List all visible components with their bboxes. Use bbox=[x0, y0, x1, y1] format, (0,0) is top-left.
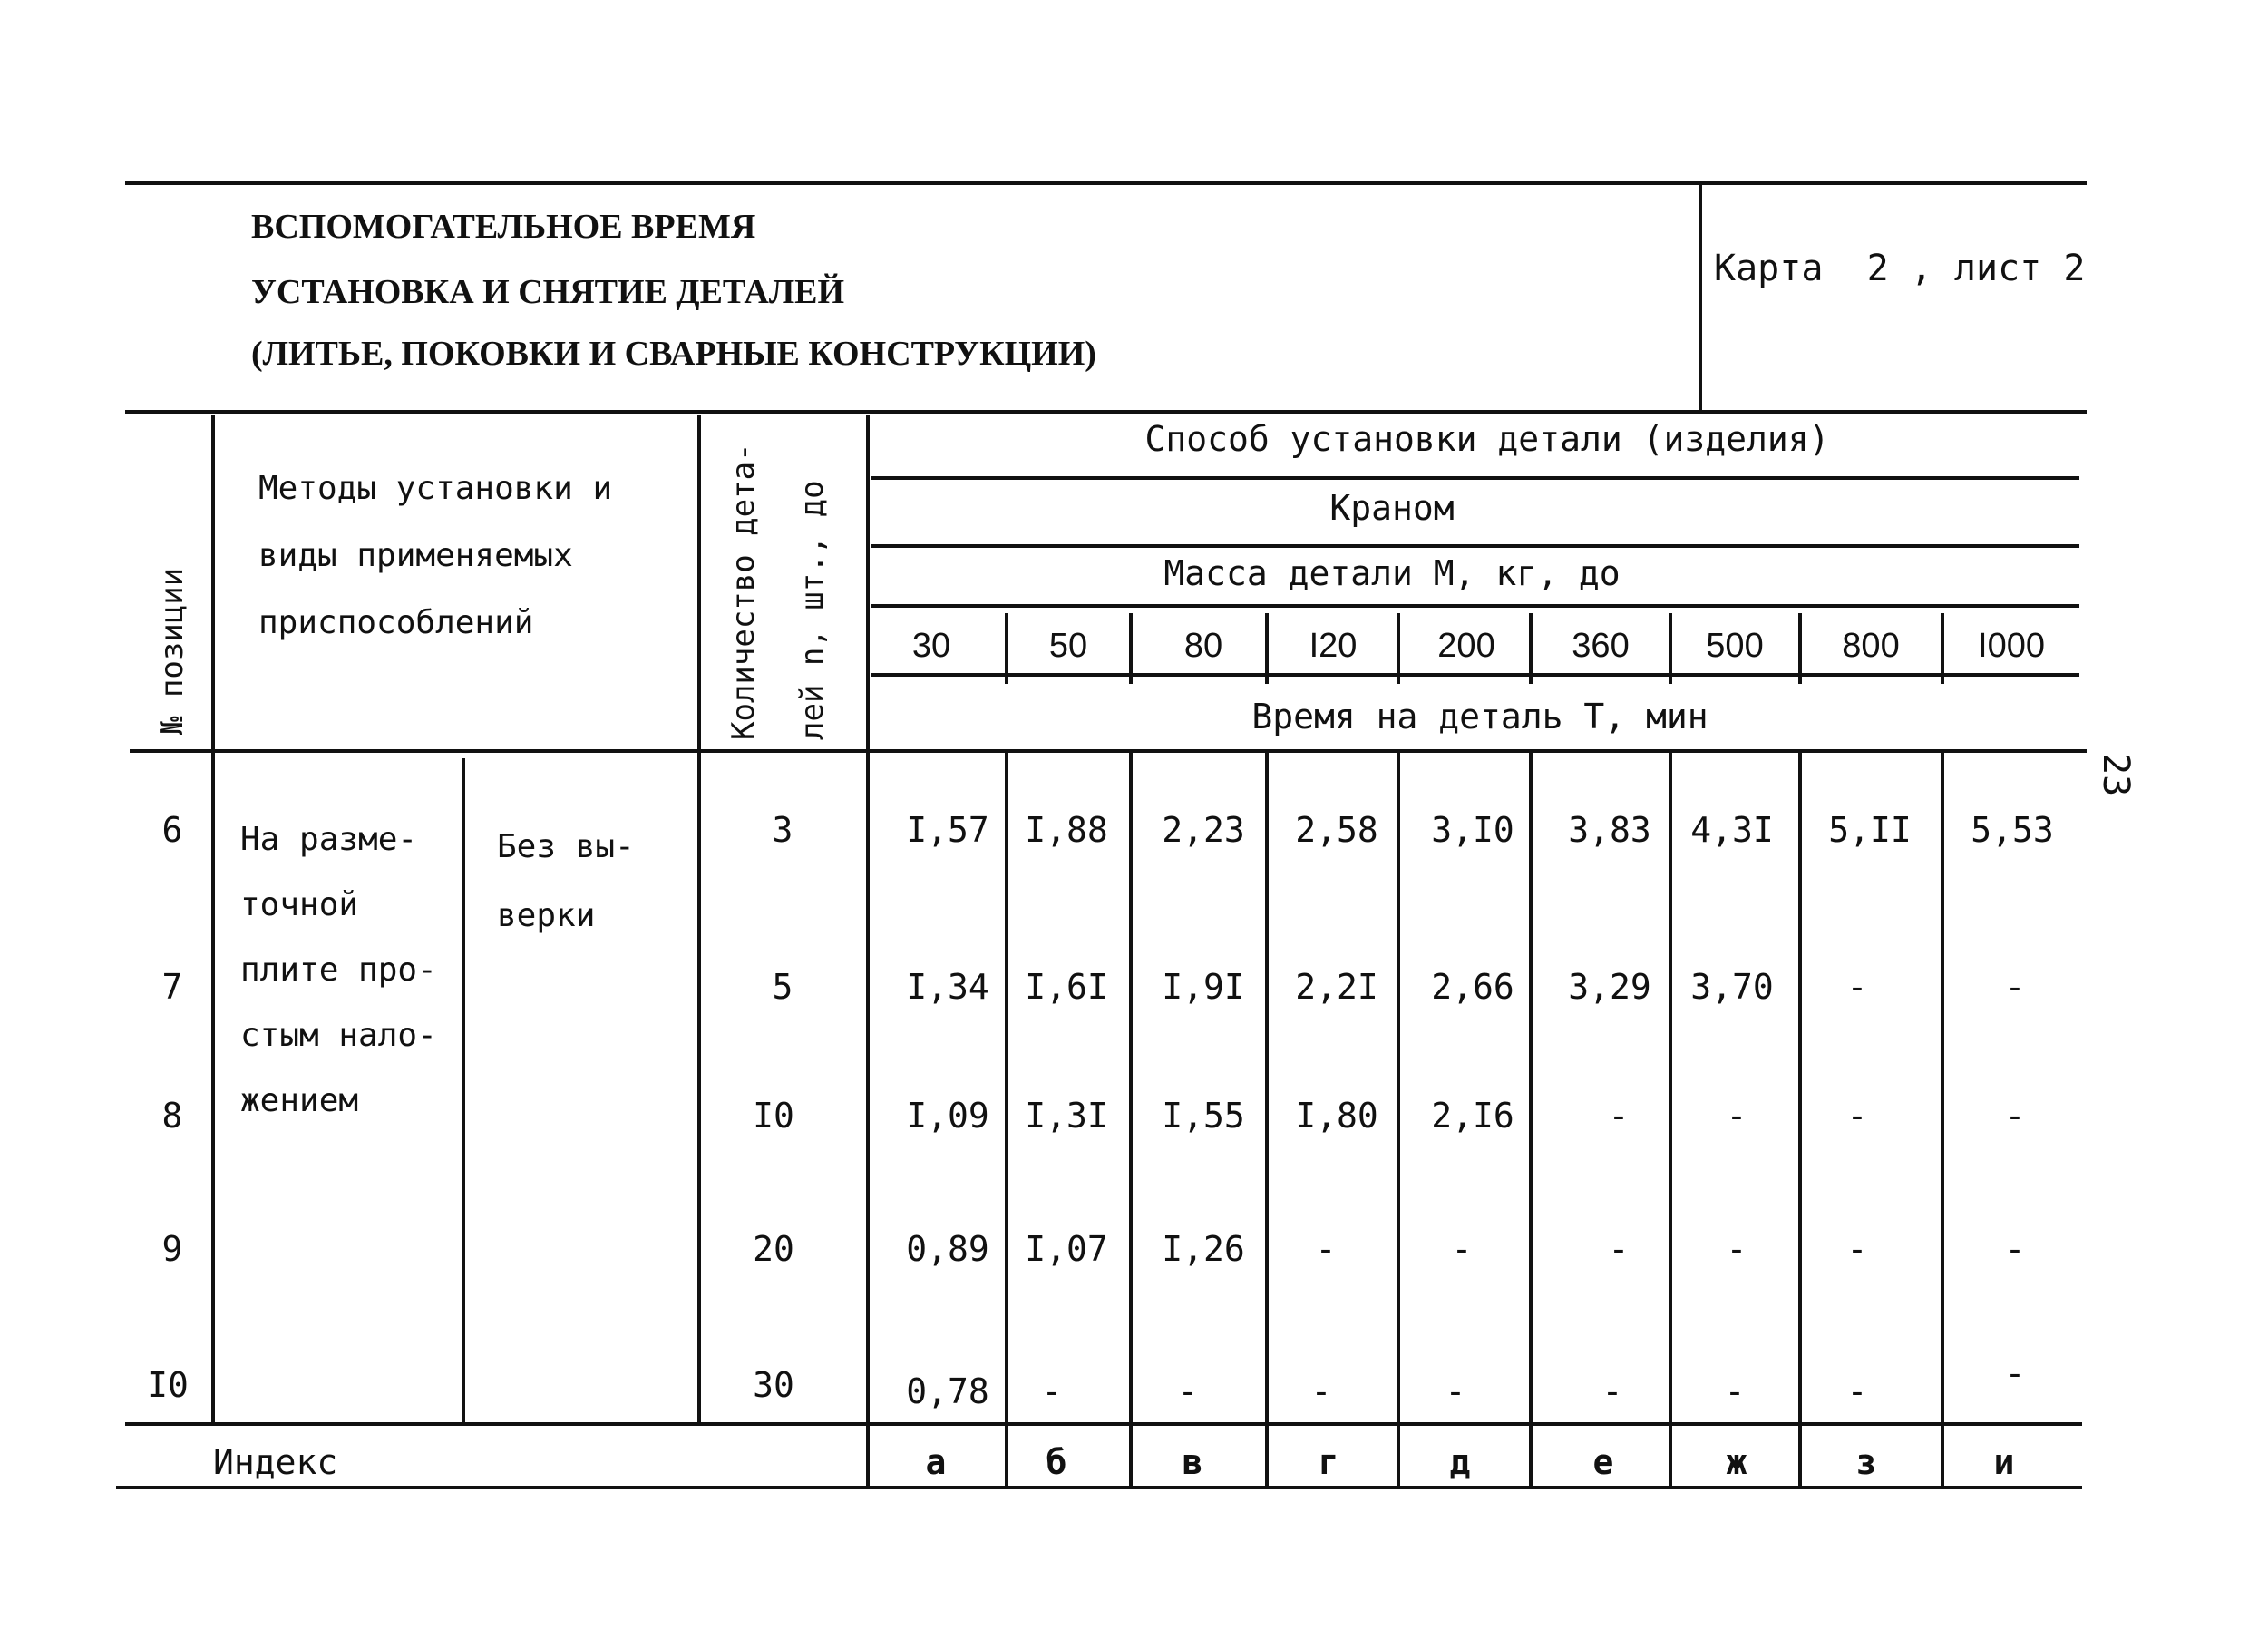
col-rule-position bbox=[211, 415, 215, 1422]
time-value: 2,58 bbox=[1295, 810, 1378, 850]
mass-value: 360 bbox=[1572, 627, 1630, 665]
col-rule-g-body bbox=[1265, 749, 1269, 1486]
col-rule-i-body bbox=[1941, 749, 1944, 1486]
time-value: I,3I bbox=[1025, 1096, 1108, 1136]
rule-below-mass-values bbox=[871, 673, 2079, 677]
quantity: 5 bbox=[772, 967, 793, 1007]
time-value: 4,3I bbox=[1690, 810, 1774, 850]
rule-below-header bbox=[130, 749, 2087, 753]
time-value: - bbox=[1846, 1371, 1868, 1411]
index-letter: е bbox=[1592, 1442, 1614, 1482]
time-value: - bbox=[1608, 1229, 1630, 1269]
time-value: I,80 bbox=[1295, 1096, 1378, 1136]
index-letter: ж bbox=[1726, 1442, 1747, 1482]
index-letter: в bbox=[1182, 1442, 1203, 1482]
col-rule-b-body bbox=[1005, 749, 1008, 1486]
time-value: 0,89 bbox=[906, 1229, 989, 1269]
group-mass-label: Масса детали М, кг, до bbox=[1163, 553, 1621, 593]
group-crane-label: Краном bbox=[1329, 488, 1455, 528]
rule-below-method bbox=[871, 476, 2079, 480]
time-value: - bbox=[1601, 1371, 1623, 1411]
time-value: I,6I bbox=[1025, 967, 1108, 1007]
col-rule-g bbox=[1265, 613, 1269, 684]
index-letter: б bbox=[1046, 1442, 1067, 1482]
col-rule-e-body bbox=[1529, 749, 1533, 1486]
table-top-rule bbox=[125, 410, 2087, 414]
time-value: I,88 bbox=[1025, 810, 1108, 850]
mass-value: 80 bbox=[1183, 627, 1223, 665]
time-value: 3,70 bbox=[1690, 967, 1774, 1007]
card-reference: Карта 2 , лист 2 bbox=[1714, 248, 2086, 289]
mass-value: 30 bbox=[911, 627, 951, 665]
time-value: I,57 bbox=[906, 810, 989, 850]
title-line-3: (ЛИТЬЕ, ПОКОВКИ И СВАРНЫЕ КОНСТРУКЦИИ) bbox=[251, 335, 1096, 373]
time-value: - bbox=[1726, 1229, 1747, 1269]
col-rule-d-body bbox=[1397, 749, 1400, 1486]
time-value: I,07 bbox=[1025, 1229, 1108, 1269]
methods-line-3: приспособлений bbox=[258, 604, 534, 641]
time-value: - bbox=[1724, 1371, 1746, 1411]
rule-below-mass-label bbox=[871, 604, 2079, 608]
mass-value: I20 bbox=[1309, 627, 1358, 665]
method-line: точной bbox=[240, 886, 359, 923]
time-value: - bbox=[1726, 1096, 1747, 1136]
col-rule-i bbox=[1941, 613, 1944, 684]
verification-line: верки bbox=[497, 897, 596, 934]
position-number: I0 bbox=[147, 1365, 189, 1405]
quantity: I0 bbox=[753, 1096, 794, 1136]
col-rule-method-inner bbox=[462, 758, 465, 1422]
time-value: I,9I bbox=[1162, 967, 1245, 1007]
col-header-qty-line-2: лей n, шт., до bbox=[794, 480, 831, 740]
col-rule-values-start bbox=[866, 415, 870, 1486]
col-rule-qty bbox=[697, 415, 701, 1422]
time-value: 3,83 bbox=[1568, 810, 1651, 850]
time-value: 3,29 bbox=[1568, 967, 1651, 1007]
time-value: - bbox=[1177, 1371, 1199, 1411]
position-number: 7 bbox=[161, 967, 183, 1007]
position-number: 8 bbox=[161, 1096, 183, 1136]
time-value: I,34 bbox=[906, 967, 989, 1007]
quantity: 20 bbox=[753, 1229, 794, 1269]
title-line-2: УСТАНОВКА И СНЯТИЕ ДЕТАЛЕЙ bbox=[251, 273, 845, 311]
group-method-label: Способ установки детали (изделия) bbox=[1144, 419, 1830, 459]
time-value: - bbox=[1451, 1229, 1473, 1269]
index-letter: а bbox=[925, 1442, 947, 1482]
mass-value: 800 bbox=[1842, 627, 1900, 665]
col-rule-z-body bbox=[1798, 749, 1802, 1486]
header-divider bbox=[1699, 181, 1702, 410]
time-value: - bbox=[1445, 1371, 1466, 1411]
col-rule-v bbox=[1129, 613, 1133, 684]
time-value: I,26 bbox=[1162, 1229, 1245, 1269]
title-line-1: ВСПОМОГАТЕЛЬНОЕ ВРЕМЯ bbox=[251, 208, 756, 246]
time-value: 5,53 bbox=[1971, 810, 2054, 850]
page-number: 23 bbox=[2095, 753, 2137, 797]
method-line: плите про- bbox=[240, 951, 437, 989]
col-rule-e bbox=[1529, 613, 1533, 684]
methods-line-2: виды применяемых bbox=[258, 537, 573, 574]
time-value: - bbox=[1608, 1096, 1630, 1136]
mass-value: I000 bbox=[1978, 627, 2045, 665]
col-rule-zh-body bbox=[1669, 749, 1672, 1486]
mass-value: 50 bbox=[1048, 627, 1088, 665]
index-letter: г bbox=[1318, 1442, 1339, 1482]
quantity: 3 bbox=[772, 810, 793, 850]
col-rule-z bbox=[1798, 613, 1802, 684]
mass-value: 200 bbox=[1437, 627, 1495, 665]
method-description bbox=[240, 807, 437, 1134]
mass-value: 500 bbox=[1706, 627, 1764, 665]
col-rule-b bbox=[1005, 613, 1008, 684]
time-value: 2,I6 bbox=[1431, 1096, 1514, 1136]
time-value: - bbox=[1846, 967, 1868, 1007]
index-letter: и bbox=[1993, 1442, 2015, 1482]
verification-line: Без вы- bbox=[497, 828, 635, 865]
rule-below-crane bbox=[871, 544, 2079, 548]
index-label: Индекс bbox=[213, 1442, 338, 1482]
method-line: На разме- bbox=[240, 821, 418, 858]
time-value: - bbox=[2004, 1096, 2026, 1136]
time-value: 2,66 bbox=[1431, 967, 1514, 1007]
time-value: - bbox=[1041, 1371, 1063, 1411]
col-rule-v-body bbox=[1129, 749, 1133, 1486]
time-value: 2,2I bbox=[1295, 967, 1378, 1007]
position-number: 6 bbox=[161, 810, 183, 850]
col-rule-d bbox=[1397, 613, 1400, 684]
time-value: - bbox=[2004, 1229, 2026, 1269]
method-line: стым нало- bbox=[240, 1017, 437, 1054]
method-line: жением bbox=[240, 1082, 359, 1119]
time-value: 0,78 bbox=[906, 1371, 989, 1411]
time-value: 3,I0 bbox=[1431, 810, 1514, 850]
position-number: 9 bbox=[161, 1229, 183, 1269]
time-value: - bbox=[1846, 1229, 1868, 1269]
time-label: Время на деталь Т, мин bbox=[1251, 697, 1708, 737]
col-header-qty-line-1: Количество дета- bbox=[725, 443, 762, 740]
time-value: 5,II bbox=[1828, 810, 1912, 850]
time-value: 2,23 bbox=[1162, 810, 1245, 850]
methods-line-1: Методы установки и bbox=[258, 470, 613, 507]
col-header-position: № позиции bbox=[154, 567, 190, 735]
time-value: I,09 bbox=[906, 1096, 989, 1136]
index-letter: д bbox=[1449, 1442, 1471, 1482]
quantity: 30 bbox=[753, 1365, 794, 1405]
rule-above-index bbox=[125, 1422, 2082, 1426]
col-header-methods bbox=[258, 455, 612, 657]
time-value: - bbox=[1846, 1096, 1868, 1136]
col-rule-zh bbox=[1669, 613, 1672, 684]
time-value: - bbox=[1310, 1371, 1332, 1411]
index-letter: з bbox=[1855, 1442, 1877, 1482]
time-value: - bbox=[1315, 1229, 1337, 1269]
table-bottom-rule bbox=[116, 1486, 2082, 1489]
time-value: - bbox=[2004, 1353, 2026, 1393]
time-value: - bbox=[2004, 967, 2026, 1007]
top-rule bbox=[125, 181, 2087, 185]
time-value: I,55 bbox=[1162, 1096, 1245, 1136]
verification-description bbox=[497, 813, 635, 951]
